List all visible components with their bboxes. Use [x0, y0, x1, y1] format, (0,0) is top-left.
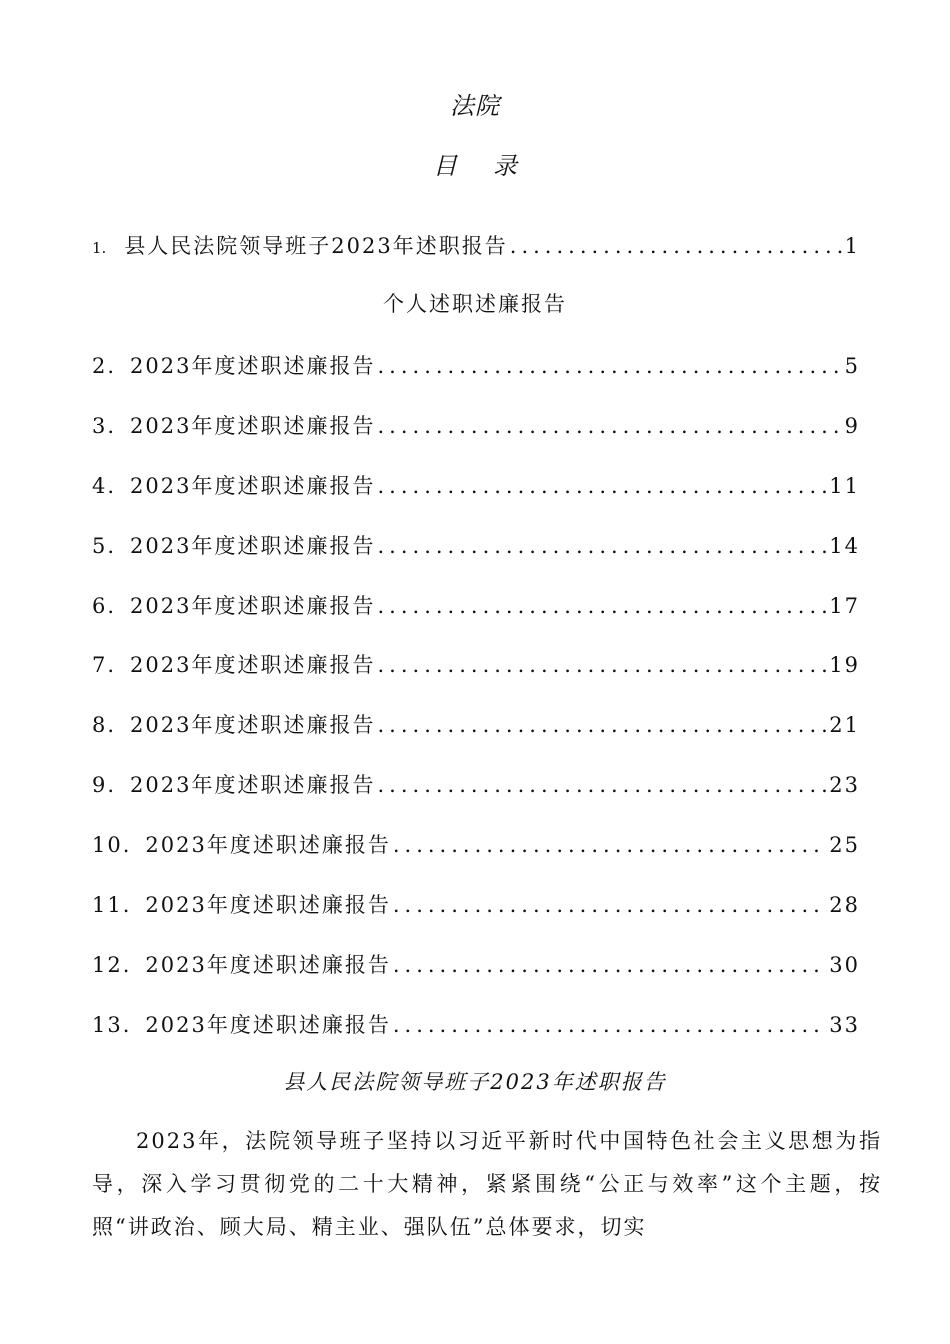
toc-leader-dots [378, 354, 843, 378]
toc-entry-text: 2023年度述职述廉报告 [130, 713, 376, 737]
toc-leader-dots [393, 1013, 827, 1037]
toc-entry-number: 3. [92, 414, 117, 438]
toc-entry-9[interactable] [92, 769, 860, 799]
toc-leader-dots [378, 474, 828, 498]
toc-entry-page: 28 [829, 893, 860, 917]
toc-entry-text: 2023年度述职述廉报告 [130, 534, 376, 558]
toc-heading-left: 目 [433, 152, 457, 180]
toc-leader-dots [393, 833, 827, 857]
toc-entry-11[interactable] [92, 889, 860, 919]
toc-entry-text: 2023年度述职述廉报告 [145, 1013, 391, 1037]
toc-entry-number: 5. [92, 534, 117, 558]
toc-entry-number: 6. [92, 594, 117, 618]
toc-heading [0, 146, 950, 181]
toc-entry-4[interactable] [92, 470, 860, 500]
toc-entry-page: 1 [844, 234, 860, 258]
toc-entry-1[interactable] [92, 230, 860, 260]
toc-entry-text: 2023年度述职述廉报告 [130, 773, 376, 797]
toc-entry-8[interactable] [92, 709, 860, 739]
toc-entry-page: 17 [829, 594, 860, 618]
toc-entry-number: 2. [92, 354, 117, 378]
toc-leader-dots [393, 953, 827, 977]
report-title: 县人民法院领导班子2023年述职报告 [283, 1070, 667, 1094]
toc-entry-text: 2023年度述职述廉报告 [130, 414, 376, 438]
toc-entry-page: 19 [829, 653, 860, 677]
toc-leader-dots [378, 414, 843, 438]
toc-entry-number: 11. [92, 893, 132, 917]
toc-entry-text: 2023年度述职述廉报告 [145, 953, 391, 977]
toc-heading-right: 录 [493, 152, 517, 180]
toc-leader-dots [378, 534, 828, 558]
toc-entry-page: 14 [829, 534, 860, 558]
report-body-paragraph: 2023年，法院领导班子坚持以习近平新时代中国特色社会主义思想为指导，深入学习贯彻党的二十大精神，紧紧围绕“公正与效率”这个主题，按照“讲政治、顾大局、精主业、强队伍”总体要求，切实 [92, 1129, 882, 1239]
toc-entry-2[interactable] [92, 350, 860, 380]
toc-entry-page: 21 [829, 713, 860, 737]
toc-entry-number: 10. [92, 833, 132, 857]
toc-entry-5[interactable] [92, 530, 860, 560]
toc-entry-7[interactable] [92, 649, 860, 679]
toc-entry-number: 12. [92, 953, 132, 977]
toc-leader-dots [378, 653, 828, 677]
org-title: 法院 [450, 92, 500, 120]
toc-entry-10[interactable] [92, 829, 860, 859]
toc-entry-text: 县人民法院领导班子2023年述职报告 [124, 234, 508, 258]
toc-entry-number: 1. [92, 239, 107, 257]
toc-entry-13[interactable] [92, 1009, 860, 1039]
toc-entry-page: 23 [829, 773, 860, 797]
toc-entry-number: 4. [92, 474, 117, 498]
toc-entry-number: 9. [92, 773, 117, 797]
toc-entry-text: 2023年度述职述廉报告 [130, 354, 376, 378]
toc-entry-page: 33 [829, 1013, 860, 1037]
toc-entry-6[interactable] [92, 590, 860, 620]
toc-entry-text: 2023年度述职述廉报告 [130, 594, 376, 618]
toc-leader-dots [378, 713, 828, 737]
toc-entry-text: 2023年度述职述廉报告 [130, 474, 376, 498]
toc-section-label: 个人述职述廉报告 [383, 292, 567, 316]
toc-entry-text: 2023年度述职述廉报告 [145, 833, 391, 857]
toc-entry-page: 30 [829, 953, 860, 977]
toc-entry-text: 2023年度述职述廉报告 [130, 653, 376, 677]
toc-entry-page: 5 [844, 354, 860, 378]
toc-entry-12[interactable] [92, 949, 860, 979]
toc-entry-page: 11 [829, 474, 860, 498]
toc-entry-number: 7. [92, 653, 117, 677]
toc-entry-text: 2023年度述职述廉报告 [145, 893, 391, 917]
toc-leader-dots [510, 234, 843, 258]
toc-leader-dots [378, 773, 828, 797]
toc-entry-number: 13. [92, 1013, 132, 1037]
toc-leader-dots [393, 893, 827, 917]
toc-entry-page: 25 [829, 833, 860, 857]
toc-entry-number: 8. [92, 713, 117, 737]
toc-leader-dots [378, 594, 828, 618]
toc-entry-page: 9 [844, 414, 860, 438]
toc-entry-3[interactable] [92, 410, 860, 440]
